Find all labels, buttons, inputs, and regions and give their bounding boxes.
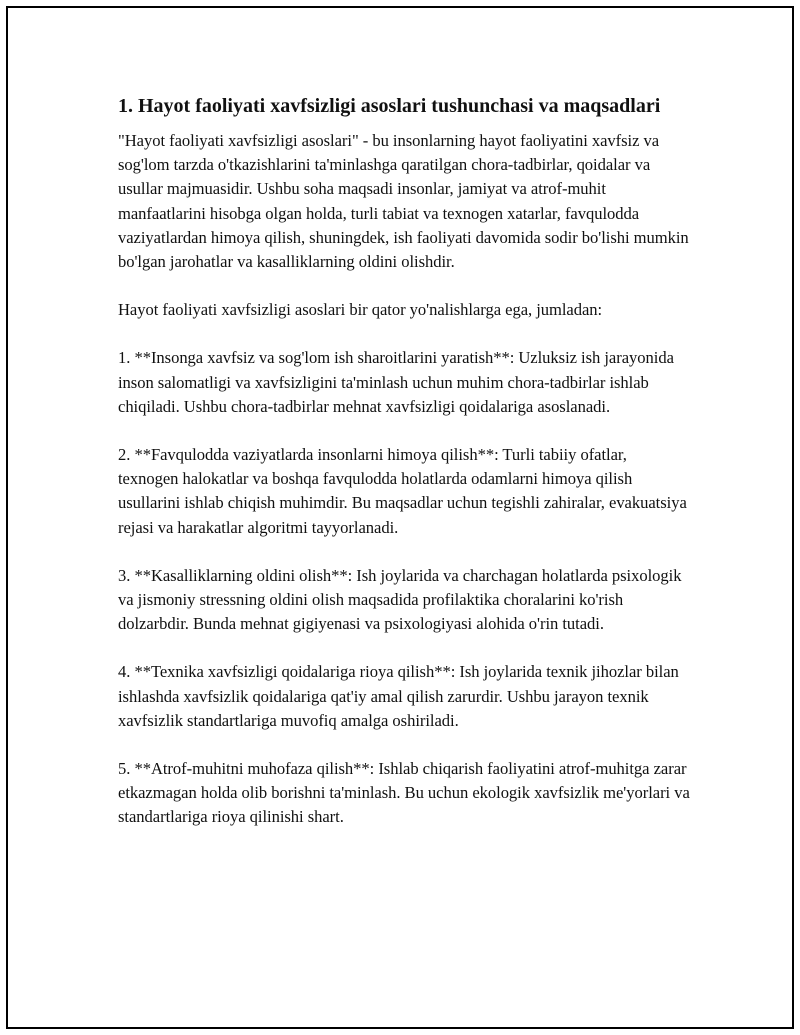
list-item-5: 5. **Atrof-muhitni muhofaza qilish**: Ishlab chiqarish faoliyatini atrof-muhitga zarar etkazmagan holda olib borishni ta'minlash. Bu uchun ekologik xavfsizlik me'yorlari va standartlariga rioya qilinishi shart. [118, 759, 690, 827]
list-item-3: 3. **Kasalliklarning oldini olish**: Ish joylarida va charchagan holatlarda psixologik va jismoniy stressning oldini olish maqsadida profilaktika choralarini ko'rish dolzarbdir. Bunda mehnat gigiyenasi va psixologiyasi alohida o'rin tutadi. [118, 565, 682, 634]
directions-intro-paragraph: Hayot faoliyati xavfsizligi asoslari bir qator yo'nalishlarga ega, jumladan: [118, 300, 603, 320]
list-item-1: 1. **Insonga xavfsiz va sog'lom ish sharoitlarini yaratish**: Uzluksiz ish jarayonida inson salomatligi va xavfsizligini ta'minlash uchun muhim chora-tadbirlar ishlab chiqiladi. Ushbu chora-tadbirlar mehnat xavfsizligi qoidalariga asoslanadi. [118, 348, 674, 416]
intro-paragraph: "Hayot faoliyati xavfsizligi asoslari" - bu insonlarning hayot faoliyatini xavfsiz va sog'lom tarzda o'tkazishlarini ta'minlashga qaratilgan chora-tadbirlar, qoidalar va usullar majmuasidir. Ushbu soha maqsadi insonlar, jamiyat va atrof-muhit manfaatlarini hisobga olgan holda, turli tabiat va texnogen xatarlar, favqulodda vaziyatlardan himoya qilish, shuningdek, ish faoliyati davomida sodir bo'lishi mumkin bo'lgan jarohatlar va kasalliklarning oldini olishdir. [118, 131, 689, 272]
document-body [118, 93, 690, 854]
list-item-2: 2. **Favqulodda vaziyatlarda insonlarni himoya qilish**: Turli tabiiy ofatlar, texnogen halokatlar va boshqa favqulodda holatlarda odamlarni himoya qilish usullarini ishlab chiqish muhimdir. Bu maqsadlar uchun tegishli zahiralar, evakuatsiya rejasi va harakatlar algoritmi tayyorlanadi. [118, 445, 687, 537]
list-item-4: 4. **Texnika xavfsizligi qoidalariga rioya qilish**: Ish joylarida texnik jihozlar bilan ishlashda xavfsizlik qoidalariga qat'iy amal qilish zarurdir. Ushbu jarayon texnik xavfsizlik standartlariga muvofiq amalga oshiriladi. [118, 662, 679, 730]
section-heading: 1. Hayot faoliyati xavfsizligi asoslari tushunchasi va maqsadlari [118, 95, 661, 117]
